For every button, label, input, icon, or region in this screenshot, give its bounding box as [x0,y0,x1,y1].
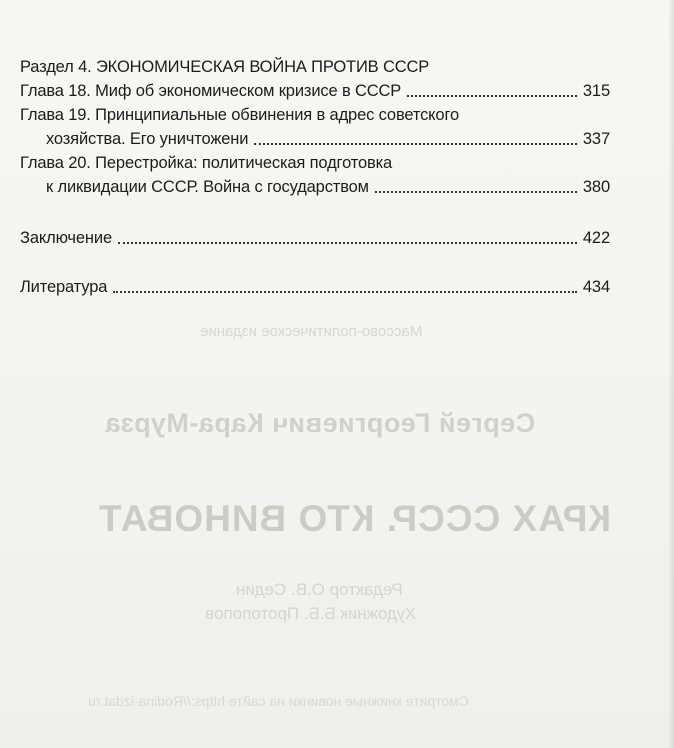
dot-leader [113,291,577,293]
bleed-book-title: КРАХ СССР. КТО ВИНОВАТ [98,498,611,539]
toc-page-number: 315 [582,82,610,100]
toc-entry-title: Литература [20,278,108,296]
bleed-author: Сергей Георгиевич Кара-Мурза [105,408,536,438]
bleed-notice: Смотрите книжные новинки на сайте https://Rodina-izdat.ru [88,693,469,709]
toc-page-number: 380 [582,178,610,196]
page-edge-shadow [668,0,674,748]
toc-entry-title-continuation: хозяйства. Его уничтожени [46,130,249,148]
toc-entry-title: Глава 20. Перестройка: политическая подготовка [20,154,393,172]
toc-entry-conclusion [20,226,610,250]
toc-entry-title: Глава 19. Принципиальные обвинения в адрес советского [20,106,459,124]
bleed-editor: Редактор О.В. Седин [236,580,403,599]
toc-entry-literature [20,275,610,299]
toc-entry-title: Глава 18. Миф об экономическом кризисе в СССР [20,82,402,100]
toc-entry-chapter-19 [20,103,610,151]
toc-page-number: 434 [582,278,610,296]
dot-leader [254,143,577,145]
toc-entry-title: Заключение [20,229,112,247]
toc-page-number: 337 [582,130,610,148]
toc-entry-title-continuation: к ликвидации СССР. Война с государством [46,178,369,196]
toc-entry-chapter-20 [20,151,610,199]
toc-page-number: 422 [582,229,610,247]
toc-section-heading: Раздел 4. ЭКОНОМИЧЕСКАЯ ВОЙНА ПРОТИВ СССР [20,58,430,76]
dot-leader [375,191,577,193]
table-of-contents [20,55,610,299]
bleed-artist: Художник Б.Б. Протопопов [205,604,417,623]
dot-leader [407,95,577,97]
dot-leader [118,242,577,244]
toc-entry-chapter-18 [20,79,610,103]
bleed-edition-type: Массово-политическое издание [200,323,423,340]
